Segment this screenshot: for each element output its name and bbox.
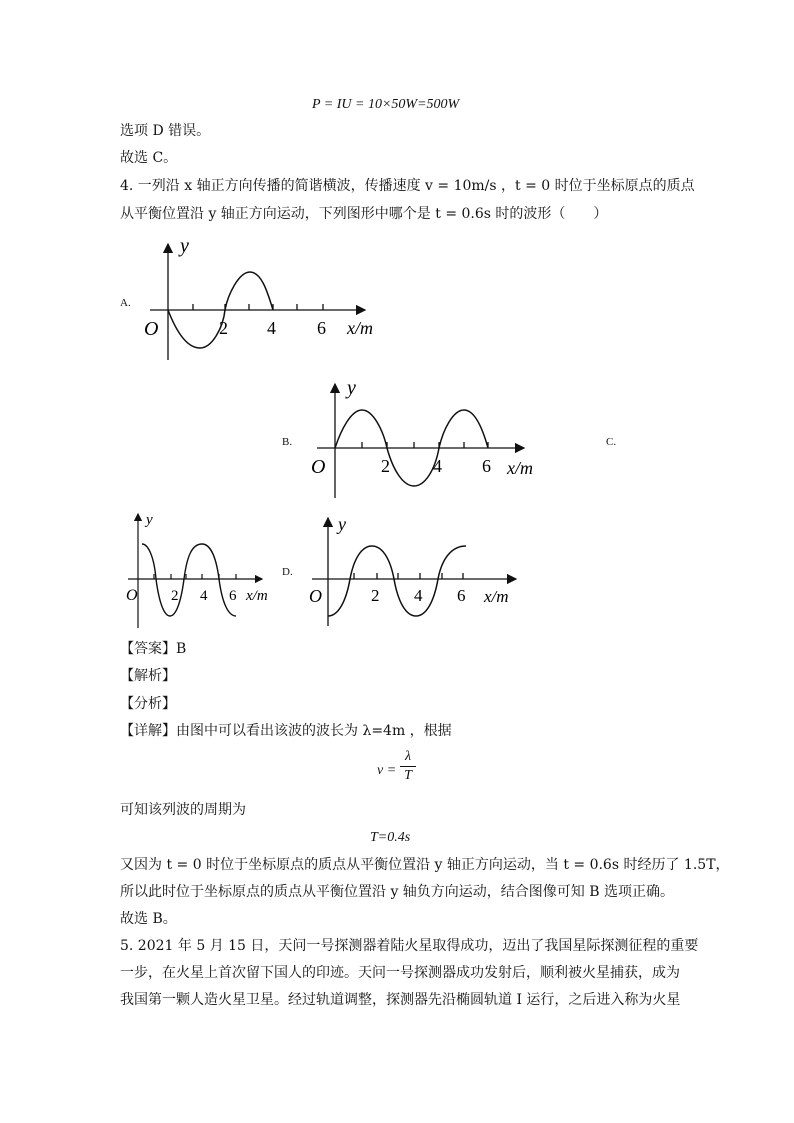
y-axis-label: y [338, 514, 346, 534]
tick-label-6: 6 [457, 586, 466, 605]
x-ticks [354, 573, 463, 579]
wave-curve [142, 544, 236, 616]
tick-label-2: 2 [371, 586, 380, 605]
tick-label-4: 4 [433, 456, 442, 476]
question-5-line-2: 一步，在火星上首次留下国人的印迹。天问一号探测器成功发射后，顺利被火星捕获，成为 [120, 965, 680, 981]
question-5-line-1: 5. 2021 年 5 月 15 日，天问一号探测器着陆火星取得成功，迈出了我国星际探测征程的重要 [120, 938, 699, 954]
wave-curve [328, 546, 466, 616]
paragraph-option-d-wrong: 选项 D 错误。 [120, 123, 211, 139]
graph-option-b [307, 376, 567, 502]
detail-line: 【详解】由图中可以看出该波的波长为 λ=4m ，根据 [120, 723, 452, 739]
option-a-label: A. [120, 297, 131, 309]
tick-label-6: 6 [482, 456, 491, 476]
formula-v-left: v = [377, 763, 397, 778]
origin-label: O [126, 587, 138, 604]
top-formula: P = IU = 10×50W=500W [312, 97, 460, 112]
x-axis-label: x/m [347, 318, 373, 338]
x-axis-label: x/m [246, 588, 268, 604]
graph-option-d [306, 512, 526, 630]
period-formula: T=0.4s [370, 830, 411, 845]
formula-v-numerator: λ [404, 749, 412, 764]
option-c-label: C. [606, 436, 617, 448]
x-ticks [193, 304, 323, 310]
y-axis-label: y [146, 512, 153, 528]
tick-label-2: 2 [171, 588, 179, 604]
analysis-heading: 【解析】 [120, 668, 176, 684]
period-text: 可知该列波的周期为 [120, 802, 246, 818]
option-b-label: B. [282, 436, 293, 448]
question-4-line-2: 从平衡位置沿 y 轴正方向运动，下列图形中哪个是 t = 0.6s 时的波形（ ） [120, 206, 608, 222]
option-d-label: D. [282, 566, 293, 578]
conclusion-line: 故选 B。 [120, 911, 177, 927]
answer-line: 【答案】B [120, 641, 187, 657]
fenxi-heading: 【分析】 [120, 696, 176, 712]
graph-option-a [140, 236, 400, 366]
tick-label-2: 2 [219, 318, 228, 338]
x-axis-label: x/m [507, 458, 533, 478]
paragraph-choose-c: 故选 C。 [120, 150, 178, 166]
y-axis-label: y [180, 236, 189, 257]
tick-label-4: 4 [267, 318, 276, 338]
x-ticks [154, 574, 236, 579]
origin-label: O [311, 456, 326, 478]
tick-label-4: 4 [200, 588, 208, 604]
origin-label: O [144, 318, 159, 340]
graph-option-c [122, 508, 272, 632]
tick-label-6: 6 [317, 318, 326, 338]
y-axis-label: y [347, 377, 356, 399]
question-5-line-3: 我国第一颗人造火星卫星。经过轨道调整，探测器先沿椭圆轨道 I 运行，之后进入称为火星 [120, 992, 681, 1008]
question-4-line-1: 4. 一列沿 x 轴正方向传播的简谐横波，传播速度 v = 10m/s ，t = 0 时位于坐标原点的质点 [120, 178, 695, 194]
tick-label-4: 4 [414, 586, 423, 605]
fraction-bar [400, 766, 416, 767]
tick-label-6: 6 [229, 588, 237, 604]
formula-v-denominator: T [404, 768, 412, 783]
x-axis-label: x/m [484, 587, 509, 606]
formula-v-fraction [400, 749, 416, 784]
reason-line-1: 又因为 t = 0 时位于坐标原点的质点从平衡位置沿 y 轴正方向运动，当 t = 0.6s 时经历了 1.5T， [120, 857, 730, 873]
tick-label-2: 2 [381, 456, 390, 476]
reason-line-2: 所以此时位于坐标原点的质点从平衡位置沿 y 轴负方向运动，结合图像可知 B 选项正确。 [120, 884, 674, 900]
x-ticks [362, 442, 488, 448]
origin-label: O [309, 586, 322, 606]
